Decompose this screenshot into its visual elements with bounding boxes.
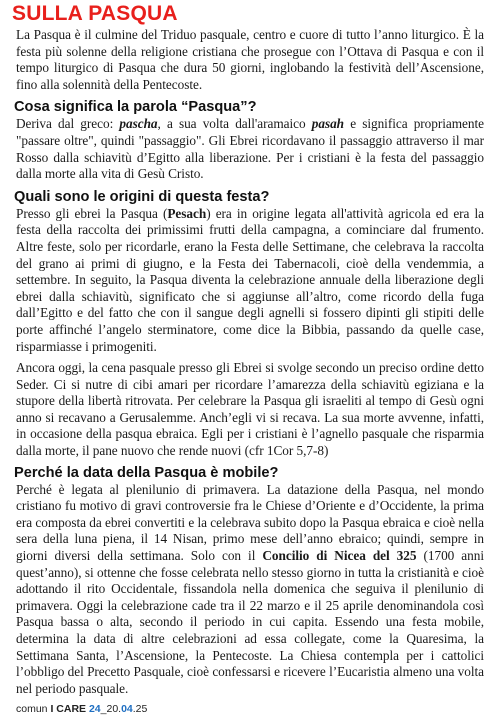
- section-heading-date: Perché la data della Pasqua è mobile?: [14, 464, 279, 481]
- text-run: Perché è legata al plenilunio di primavera. La datazione della Pasqua, nel mondo cristiano fu motivo di gravi controversie fra le Chiese d’Oriente e d’Occidente, la prima era composta da ebrei convertiti e la celebrava subito dopo la Pasqua ebraica e cioè nella sera della luna piena, il 14 Nisan, primo mese dell’anno ebraico; quindi, sempre in giorni diversi della settimana. Solo con il: [16, 481, 484, 564]
- article-intro: La Pasqua è il culmine del Triduo pasquale, centro e cuore di tutto l’anno liturgico. È la festa più solenne della religione cristiana che prosegue con l’Ottava di Pasqua e con il tempo liturgico di Pasqua che dura 50 giorni, inglobando la festività dell’Ascensione, fino alla solennità della Pentecoste.: [16, 27, 484, 92]
- footer-brand: I CARE: [50, 703, 87, 715]
- footer-issue-number: 24: [88, 703, 101, 715]
- footer-date: [101, 703, 148, 715]
- article-title: SULLA PASQUA: [12, 2, 178, 25]
- section-heading-origins: Quali sono le origini di questa festa?: [14, 188, 270, 205]
- concilio-nicea: Concilio di Nicea del 325: [262, 548, 417, 564]
- text-run: Presso gli ebrei la Pasqua (: [16, 205, 168, 221]
- page-footer: [16, 702, 147, 716]
- text-run: (1700 anni quest’anno), si ottenne che fosse celebrata nello stesso giorno in tutta la cristianità e cioè adottando il rito Occidentale, fissandola nella domenica che seguiva il plenilunio di primavera. Oggi la celebrazione cade tra il 22 marzo e il 25 aprile denominandola così Pasqua bassa o alta, secondo il periodo in cui capita. Essendo una festa mobile, determina la data di altre celebrazioni ad essa collegate, come la Quaresima, la Settimana Santa, l’Ascensione, la Pentecoste. La Chiesa contempla per i cattolici l’obbligo del Precetto Pasquale, cioè confessarsi e ricevere l’Eucaristia almeno una volta nel periodo pasquale.: [16, 548, 484, 696]
- section-body-origins-1: [14, 206, 484, 355]
- footer-brand-prefix: comun: [16, 703, 48, 715]
- word-pascha: pascha: [119, 116, 158, 132]
- section-body-origins-2: Ancora oggi, la cena pasquale presso gli Ebrei si svolge secondo un preciso ordine detto Seder. Ci si nutre di cibi amari per ricordare l’amarezza della schiavitù egiziana e la stupore della libertà ritrovata. Per celebrare la Pasqua gli israeliti al tempo di Gesù ogni anno si recavano a Gerusalemme. Anch’egli vi si recava. La sua morte avvenne, infatti, in occasione della pasqua ebraica. Egli per i cristiani è l’agnello pasquale che risparmia dalla morte, il pane nuovo che rende nuovi (cfr 1Cor 5,7-8): [16, 360, 484, 459]
- section-body-meaning: [14, 116, 484, 182]
- section-body-date: [14, 482, 484, 698]
- date-part: 04: [121, 703, 133, 715]
- text-run: ) era in origine legata all'attività agricola ed era la festa della raccolta dei primissimi frutti della campagna, a cominciare dal frumento. Altre feste, solo per ricordarle, erano la Festa delle Settimane, che celebrava la raccolta del grano ai primi di giugno, e la Festa dei Tabernacoli, cioè della vendemmia, a settembre. In seguito, la Pasqua diventa la celebrazione annuale della liberazione degli ebrei dalla schiavitù, significato che si aggiunse all’altro, come ricordo della fuga dall’Egitto e del fatto che con il sangue degli agnelli si fossero dipinti gli stipiti delle porte affinché l’angelo sterminatore, come dice la Bibbia, passando da quelle case, risparmiasse i primogeniti.: [16, 205, 484, 354]
- section-heading-meaning: Cosa significa la parola “Pasqua”?: [14, 99, 257, 116]
- text-run: , a sua volta dall'aramaico: [157, 116, 312, 132]
- word-pasah: pasah: [311, 116, 345, 132]
- text-run: Deriva dal greco:: [16, 116, 120, 132]
- word-pesach: Pesach: [167, 205, 207, 221]
- date-part: .25: [132, 703, 148, 715]
- date-part: _20.: [100, 703, 122, 715]
- text-run: e significa propriamente "passare oltre", quindi "passaggio". Gli Ebrei ricordavano il passaggio attraverso il mar Rosso dalla schiavitù d’Egitto alla liberazione. Per i cristiani è la festa del passaggio dalla morte alla vita di Gesù Cristo.: [16, 116, 484, 182]
